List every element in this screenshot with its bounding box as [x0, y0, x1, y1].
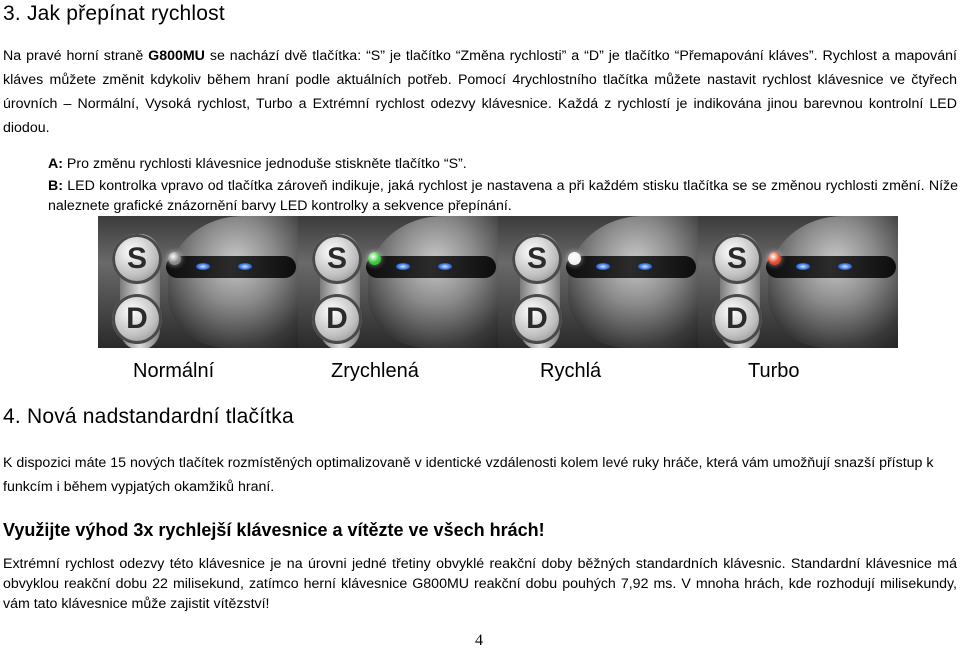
d-button-icon: D: [112, 294, 162, 344]
s-button-icon: S: [712, 234, 762, 284]
eye-glow-right: [838, 263, 852, 270]
note-a-label: A:: [48, 156, 63, 172]
s-button-icon: S: [112, 234, 162, 284]
led-indicator: [368, 252, 381, 265]
note-b: [48, 176, 958, 216]
visor-image: [566, 256, 696, 278]
visor-image: [366, 256, 496, 278]
d-button-icon: D: [512, 294, 562, 344]
eye-glow-left: [196, 263, 210, 270]
section-4-paragraph-2: Extrémní rychlost odezvy této klávesnice je na úrovni jedné třetiny obvyklé reakční doby běžných standardních klávesnic. Standardní klávesnice má obvyklou reakční dobu 22 milisekund, zatímco herní klávesnice G800MU reakční dobu pouhých 7,92 ms. V mnoha hrách, kde rozhodují milisekundy, vám tato klávesnice může zajistit vítězství!: [3, 556, 957, 612]
speed-panel-fast: [498, 216, 698, 348]
s-button-icon: S: [312, 234, 362, 284]
eye-glow-left: [796, 263, 810, 270]
speed-panel-faster: [298, 216, 498, 348]
page-number: 4: [475, 632, 483, 649]
paragraph-text-2: se nachází dvě tlačítka: “S” je tlačítko “Změna rychlosti” a “D” je tlačítko “Přemapování kláves”. Rychlost a mapování kláves můžete změnit kdykoliv během hraní podle aktuálních potřeb. Pomocí 4rychlostního tlačítka můžete nastavit rychlost klávesnice ve čtyřech úrovních – Normální, Vysoká rychlost, Turbo a Extrémní rychlost odezvy klávesnice. Každá z rychlostí je indikována jinou barevnou kontrolní LED diodou.: [3, 48, 957, 136]
caption-faster: Zrychlená: [331, 360, 419, 382]
caption-turbo: Turbo: [748, 360, 800, 382]
note-b-label: B:: [48, 178, 63, 194]
face-image: [768, 216, 898, 348]
section-4-title: 4. Nová nadstandardní tlačítka: [3, 405, 294, 428]
note-a-text: Pro změnu rychlosti klávesnice jednoduše stiskněte tlačítko “S”.: [62, 156, 467, 172]
section-4-headline: Využijte výhod 3x rychlejší klávesnice a vítězte ve všech hrách!: [3, 520, 545, 540]
caption-fast: Rychlá: [540, 360, 602, 382]
product-name: G800MU: [148, 48, 205, 64]
led-indicator: [768, 252, 781, 265]
visor-image: [766, 256, 896, 278]
s-button-icon: S: [512, 234, 562, 284]
eye-glow-right: [238, 263, 252, 270]
led-indicator: [568, 252, 581, 265]
speed-panel-normal: [98, 216, 298, 348]
eye-glow-right: [638, 263, 652, 270]
section-3-paragraph: [3, 44, 957, 140]
section-4-paragraph: K dispozici máte 15 nových tlačítek rozmístěných optimalizovaně v identické vzdálenosti kolem levé ruky hráče, která vám umožňují snazší přístup k funkcím i během vypjatých okamžiků hraní.: [3, 455, 934, 495]
speed-panel-turbo: [698, 216, 898, 348]
face-image: [368, 216, 498, 348]
section-3-title: 3. Jak přepínat rychlost: [3, 2, 225, 25]
face-image: [168, 216, 298, 348]
eye-glow-left: [596, 263, 610, 270]
visor-image: [166, 256, 296, 278]
note-a: [48, 154, 954, 174]
eye-glow-left: [396, 263, 410, 270]
paragraph-text-1: Na pravé horní straně: [3, 48, 149, 64]
caption-normal: Normální: [133, 360, 215, 382]
face-image: [568, 216, 698, 348]
led-indicator: [168, 252, 181, 265]
d-button-icon: D: [312, 294, 362, 344]
note-b-text: LED kontrolka vpravo od tlačítka zároveň indikuje, jaká rychlost je nastavena a při každém stisku tlačítka se se změnou rychlosti změní. Níže naleznete grafické znázornění barvy LED kontrolky a sekvence přepínání.: [48, 178, 958, 214]
d-button-icon: D: [712, 294, 762, 344]
eye-glow-right: [438, 263, 452, 270]
